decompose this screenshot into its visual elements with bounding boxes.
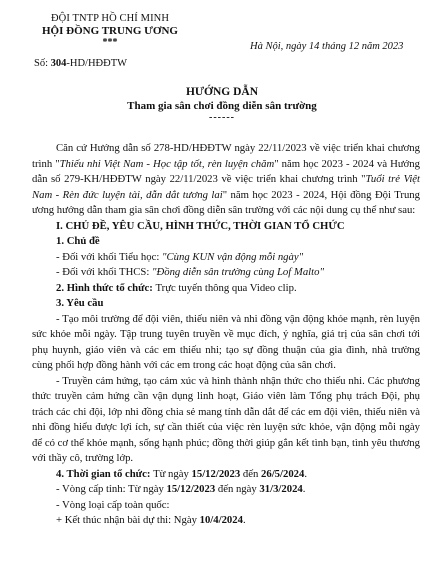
form-value: Trực tuyến thông qua Video clip. xyxy=(155,281,297,294)
program-name-1: Thiếu nhi Việt Nam - Học tập tốt, rèn luyện chăm xyxy=(59,157,275,170)
requirements-heading: 3. Yêu cầu xyxy=(56,297,104,309)
secondary-label: - Đối với khối THCS: xyxy=(56,266,153,278)
issuer-block xyxy=(30,12,190,48)
deadline-date: 10/4/2024 xyxy=(199,514,243,526)
round-provincial xyxy=(32,482,420,498)
requirement-1: - Tạo môi trường để đội viên, thiếu niên và nhi đồng vận động khỏe mạnh, rèn luyện sức khỏe mỗi ngày. Tập trung tuyên truyền về mục đích, ý nghĩa, giá trị của sân chơi tới phụ huynh, giáo viên và các em thiếu nhi; tạo sự đồng thuận của gia đình, nhà trường cùng phối hợp đồng hành với các em trong các hoạt động của sân chơi. xyxy=(32,312,420,371)
secondary-theme-line xyxy=(32,265,420,281)
intro-paragraph xyxy=(32,141,420,219)
program-name-2: Tuổi trẻ Việt Nam - Rèn đức luyện tài, dẫn dắt tương lai xyxy=(32,173,420,201)
intro-text: Căn cứ Hướng dẫn số 278-HD/HĐĐTW ngày 22/11/2023 về việc triển khai chương trình " xyxy=(32,142,420,170)
deadline-text: + Kết thúc nhận bài dự thi: Ngày xyxy=(56,514,200,526)
doc-suffix: -HD/HĐĐTW xyxy=(66,58,128,69)
title-divider: ------ xyxy=(209,112,235,123)
secondary-theme: "Đồng diễn sân trường cùng Lof Malto" xyxy=(152,266,324,278)
form-label: 2. Hình thức tổ chức: xyxy=(56,281,156,294)
intro-text: " năm học 2023 - 2024, Hội đồng Đội Trung ương hướng dẫn tham gia sân chơi đồng diễn sân trường với các nội dung cụ thể như sau: xyxy=(32,188,420,216)
intro-text: " năm học 2023 - 2024 và Hướng dẫn số 279-KH/HĐĐTW ngày 22/11/2023 về việc triển khai chương trình " xyxy=(32,157,420,185)
round-from: 15/12/2023 xyxy=(166,483,216,495)
requirement-2: - Truyền cảm hứng, tạo cảm xúc và hình thành nhận thức cho thiếu nhi. Các phương thức truyền cảm hứng cần vận dụng linh hoạt, Giáo viên làm Tổng phụ trách Đội, phụ trách các chi đội, lớp nhi đồng chia sẻ mang tính dẫn dắt để các em đội viên, thiếu niên và nhi đồng hiểu được lợi ích, sự cần thiết của việc rèn luyện sức khỏe, vận động mỗi ngày để có cơ thể khỏe mạnh, sống hạnh phúc; đồng thời giúp gắn kết tình bạn, tình yêu thương với thầy cô, trường lớp. xyxy=(32,374,420,464)
submission-deadline xyxy=(32,513,420,529)
org-line-2: HỘI ĐỒNG TRUNG ƯƠNG xyxy=(42,25,178,37)
time-line xyxy=(32,467,420,483)
doc-prefix: Số: xyxy=(34,58,51,69)
theme-heading: 1. Chủ đề xyxy=(56,235,100,247)
primary-label: - Đối với khối Tiểu học: xyxy=(56,250,163,263)
time-label: 4. Thời gian tổ chức: xyxy=(56,467,154,480)
round-text: đến ngày xyxy=(215,483,260,495)
round-text: - Vòng cấp tỉnh: Từ ngày xyxy=(56,483,167,495)
round-to: 31/3/2024 xyxy=(259,483,303,495)
org-line-1: ĐỘI TNTP HỒ CHÍ MINH xyxy=(50,13,170,24)
time-text: Từ ngày xyxy=(153,467,192,480)
issue-date: Hà Nội, ngày 14 tháng 12 năm 2023 xyxy=(250,41,404,52)
time-text: đến xyxy=(240,467,261,480)
time-text: . xyxy=(304,467,308,480)
document-subtitle: Tham gia sân chơi đồng diễn sân trường xyxy=(127,100,317,112)
stars-divider: *** xyxy=(102,37,118,48)
time-from: 15/12/2023 xyxy=(191,467,241,480)
deadline-text: . xyxy=(242,514,246,526)
round-national: - Vòng loại cấp toàn quốc: xyxy=(56,498,170,511)
section-heading: I. CHỦ ĐỀ, YÊU CẦU, HÌNH THỨC, THỜI GIAN TỔ CHỨC xyxy=(56,219,345,232)
doc-number: 304 xyxy=(50,58,67,69)
document-number xyxy=(34,58,127,69)
document-title: HƯỚNG DẪN xyxy=(185,86,259,98)
primary-theme-line xyxy=(32,250,420,266)
document-body xyxy=(32,141,420,529)
form-line xyxy=(32,281,420,297)
round-text: . xyxy=(302,483,306,495)
primary-theme: "Cùng KUN vận động mỗi ngày" xyxy=(162,250,304,263)
time-to: 26/5/2024 xyxy=(261,467,305,480)
